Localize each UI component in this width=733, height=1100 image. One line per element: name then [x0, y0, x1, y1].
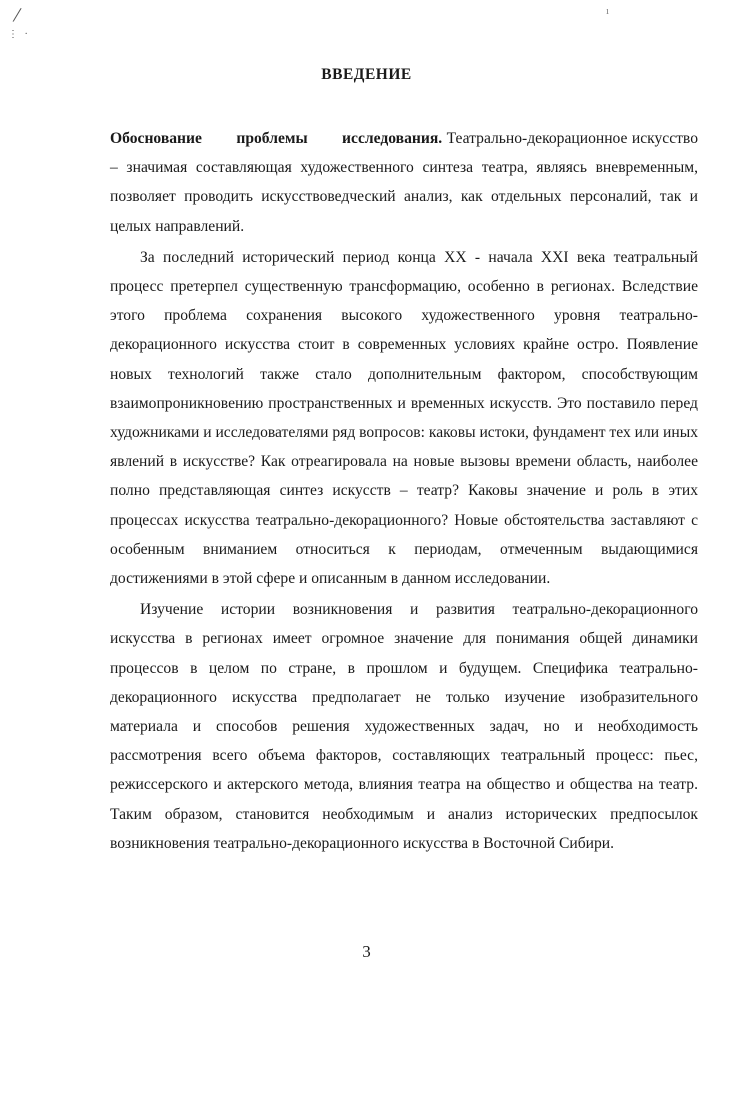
scan-speck-mark: ı [606, 5, 610, 17]
paragraph-rationale [110, 124, 698, 241]
paragraph-text: За последний исторический период конца ХХ - начала ХХI века театральный процесс претерпел существенную трансформацию, особенно в регионах. Вследствие этого проблема сохранения высокого художественного уровня театрально-декорационного искусства стоит в современных условиях крайне остро. Появление новых технологий также стало дополнительным фактором, способствующим взаимопроникновению пространственных и временных искусств. Это поставило перед художниками и исследователями ряд вопросов: каковы истоки, фундамент тех или иных явлений в искусстве? Как отреагировала на новые вызовы времени область, наиболее полно представляющая синтез искусств – театр? Каковы значение и роль в этих процессах искусства театрально-декорационного? Новые обстоятельства заставляют с особенным вниманием относиться к периодам, отмеченным выдающимися достижениями в этой сфере и описанным в данном исследовании. [110, 248, 698, 588]
page-number: 3 [362, 942, 371, 961]
paragraph-lead-heading: Обоснование проблемы исследования. [110, 130, 443, 147]
body-text [110, 124, 698, 858]
paragraph-text: Изучение истории возникновения и развития театрально-декорационного искусства в регионах имеет огромное значение для понимания общей динамики процессов в целом по стране, в прошлом и будущем. Специфика театрально-декорационного искусства предполагает не только изучение изобразительного материала и способов решения художественных задач, но и необходимость рассмотрения всего объема факторов, составляющих театральный процесс: пьес, режиссерского и актерского метода, влияния театра на общество и общества на театр. Таким образом, становится необходимым и анализ исторических предпосылок возникновения театрально-декорационного искусства в Восточной Сибири. [110, 601, 698, 852]
paragraph-period [110, 243, 698, 593]
paragraph-study [110, 595, 698, 858]
scan-pen-mark: / [11, 1, 23, 28]
paragraph-text: Театрально-декорационное искусство – значимая составляющая художественного синтеза театра, являясь вневременным, позволяет проводить искусствоведческий анализ, как отдельных персоналий, так и целых направлений. [110, 130, 698, 235]
scan-dots-mark: ⋮ · [8, 29, 30, 40]
page-title: ВВЕДЕНИЕ [321, 66, 412, 83]
